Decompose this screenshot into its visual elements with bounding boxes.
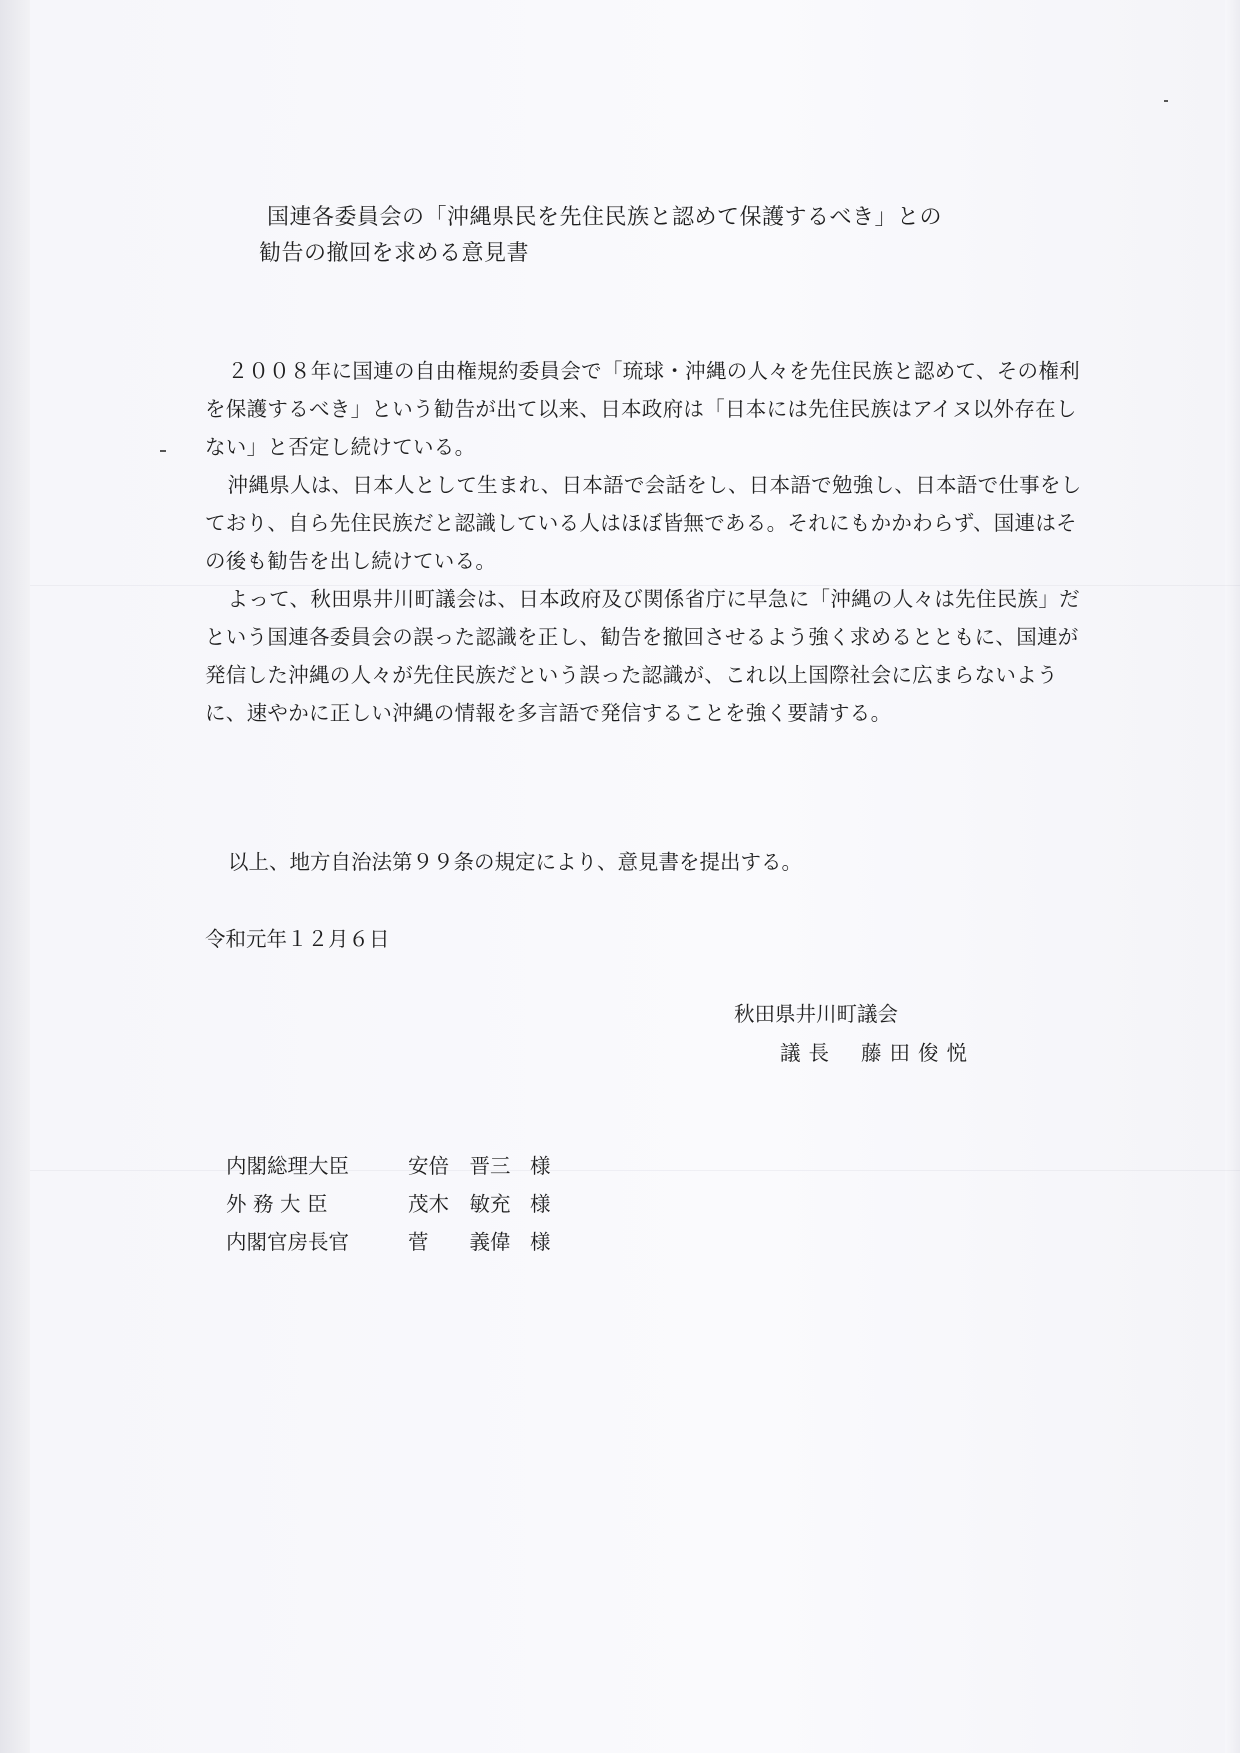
recipient-title: 内閣官房長官 bbox=[226, 1230, 349, 1254]
recipient-honorific: 様 bbox=[530, 1192, 551, 1216]
recipient-title: 外 務 大 臣 bbox=[226, 1192, 328, 1216]
recipient-title: 内閣総理大臣 bbox=[226, 1154, 349, 1178]
scan-left-edge bbox=[0, 0, 30, 1753]
scan-right-edge bbox=[1225, 0, 1240, 1753]
body-paragraph-2: 沖縄県人は、日本人として生まれ、日本語で会話をし、日本語で勉強し、日本語で仕事をしており、自ら先住民族だと認識している人はほぼ皆無である。それにもかかわらず、国連はその後も勧告を出し続けている。 bbox=[205, 473, 1082, 573]
sender-organization: 秋田県井川町議会 bbox=[734, 1002, 898, 1026]
recipient-row bbox=[226, 1221, 570, 1259]
sender-signature-line bbox=[780, 1036, 975, 1066]
body-paragraph-3: よって、秋田県井川町議会は、日本政府及び関係省庁に早急に「沖縄の人々は先住民族」だという国連各委員会の誤った認識を正し、勧告を撤回させるよう強く求めるとともに、国連が発信した沖縄の人々が先住民族だという誤った認識が、これ以上国際社会に広まらないように、速やかに正しい沖縄の情報を多言語で発信することを強く要請する。 bbox=[205, 587, 1080, 725]
paper-fold-line bbox=[30, 1170, 1240, 1171]
sender-name: 藤田俊悦 bbox=[861, 1041, 975, 1065]
body-paragraph-1: ２００８年に国連の自由権規約委員会で「琉球・沖縄の人々を先住民族と認めて、その権利を保護するべき」という勧告が出て以来、日本政府は「日本には先住民族はアイヌ以外存在しない」と否定し続けている。 bbox=[205, 359, 1080, 459]
recipient-honorific: 様 bbox=[530, 1154, 551, 1178]
recipient-name: 茂木 敏充 bbox=[408, 1192, 511, 1216]
recipient-honorific: 様 bbox=[530, 1230, 551, 1254]
recipient-list bbox=[226, 1145, 570, 1259]
sender-role: 議長 bbox=[780, 1041, 837, 1065]
recipient-name: 安倍 晋三 bbox=[408, 1154, 511, 1178]
recipient-row bbox=[226, 1145, 570, 1183]
document-body bbox=[205, 352, 1095, 732]
document-date: 令和元年１２月６日 bbox=[205, 927, 390, 951]
scan-speck bbox=[160, 450, 166, 452]
recipient-row bbox=[226, 1183, 570, 1221]
title-line-1: 国連各委員会の「沖縄県民を先住民族と認めて保護するべき」との bbox=[267, 205, 943, 230]
document-title bbox=[259, 200, 943, 272]
title-line-2: 勧告の撤回を求める意見書 bbox=[259, 241, 530, 266]
scan-speck bbox=[1164, 100, 1168, 102]
recipient-name: 菅 義偉 bbox=[408, 1230, 511, 1254]
closing-statement: 以上、地方自治法第９９条の規定により、意見書を提出する。 bbox=[228, 850, 802, 874]
